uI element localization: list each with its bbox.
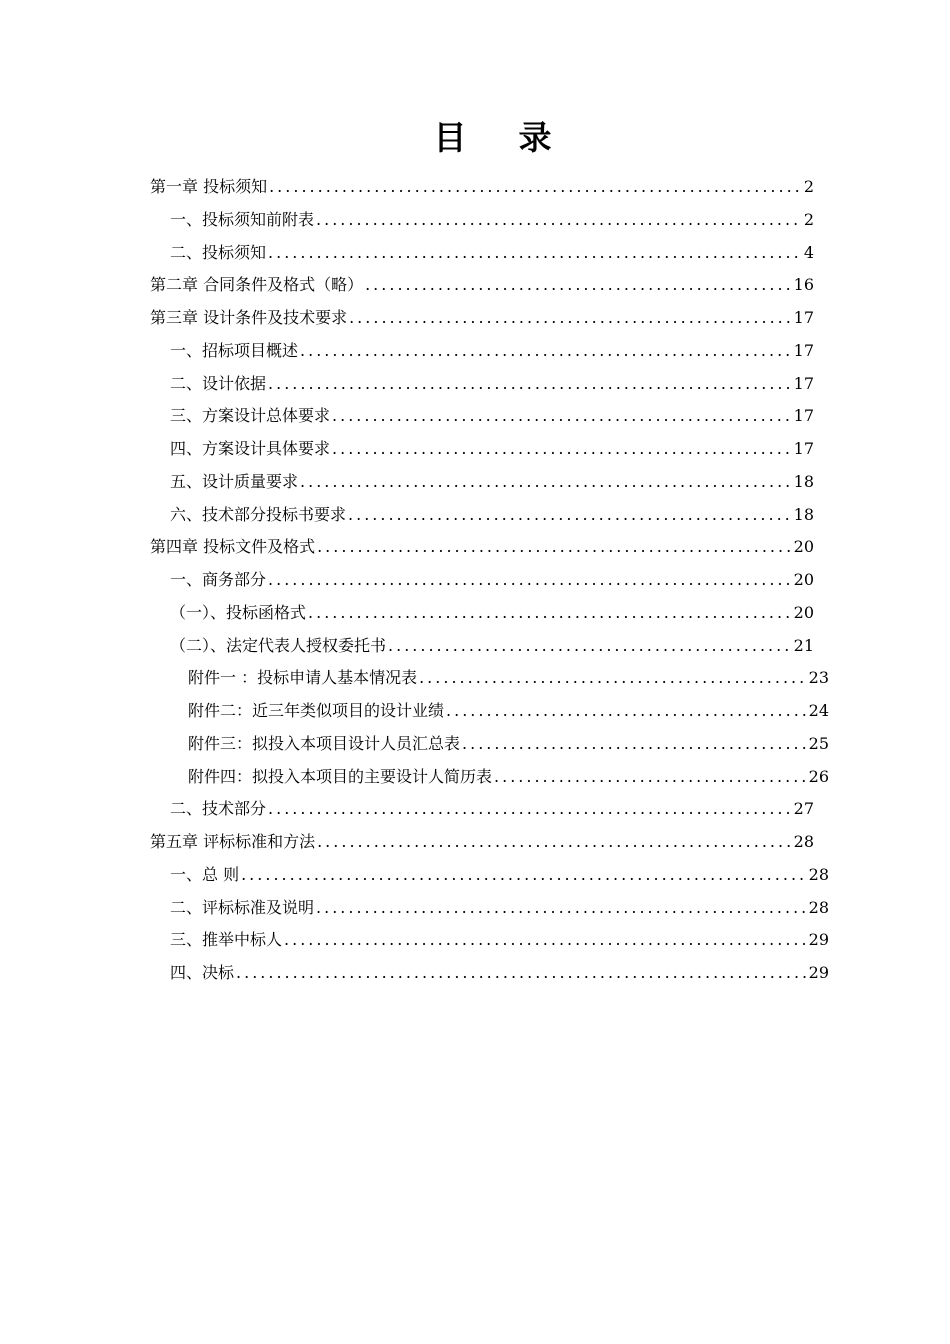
toc-entry-page-number: 29: [808, 963, 829, 982]
toc-dot-leader: [267, 170, 802, 203]
toc-dot-leader: [492, 760, 807, 793]
toc-dot-leader: [266, 367, 792, 400]
toc-title-right: 录: [518, 118, 552, 157]
toc-entry[interactable]: [170, 596, 814, 629]
toc-entry-label: 第四章 投标文件及格式: [150, 537, 316, 557]
toc-entry-label: 四、决标: [170, 963, 235, 982]
toc-entry-page-number: 4: [803, 242, 814, 262]
toc-entry-page-number: 2: [803, 177, 814, 196]
toc-dot-leader: [298, 334, 792, 367]
toc-entry-page-number: 29: [808, 930, 829, 950]
toc-dot-leader: [386, 629, 792, 662]
toc-entry-page-number: 17: [793, 340, 814, 360]
toc-entry[interactable]: [170, 367, 814, 400]
toc-entry-label: 一、招标项目概述: [170, 340, 299, 360]
toc-entry-label: 第一章 投标须知: [150, 177, 268, 196]
toc-dot-leader: [346, 498, 792, 531]
toc-entry-label: 二、评标标准及说明: [170, 897, 315, 917]
toc-entry-page-number: 17: [793, 308, 814, 327]
toc-entry[interactable]: [150, 170, 814, 203]
toc-entry-page-number: 28: [808, 864, 829, 884]
toc-entry-page-number: 28: [808, 897, 829, 917]
toc-entry-page-number: 21: [793, 635, 814, 655]
toc-entry[interactable]: [170, 891, 829, 924]
toc-entry[interactable]: [170, 399, 814, 432]
toc-entry[interactable]: [150, 301, 814, 334]
toc-entry-label: 三、推举中标人: [170, 930, 283, 950]
toc-entry[interactable]: [170, 203, 814, 236]
toc-dot-leader: [330, 399, 792, 432]
toc-dot-leader: [266, 236, 802, 269]
toc-dot-leader: [347, 301, 792, 334]
toc-entry-label: 附件一 ：投标申请人基本情况表: [188, 668, 418, 688]
toc-dot-leader: [314, 891, 807, 924]
toc-dot-leader: [266, 563, 792, 596]
toc-entry[interactable]: [188, 727, 829, 760]
toc-entry-label: 二、投标须知: [170, 242, 267, 262]
toc-entry-label: 六、技术部分投标书要求: [170, 504, 347, 524]
toc-entry-page-number: 23: [808, 668, 829, 688]
toc-entry-label: 三、方案设计总体要求: [170, 406, 331, 426]
toc-dot-leader: [239, 858, 807, 891]
toc-dot-leader: [282, 923, 807, 956]
toc-entry-label: 附件四：拟投入本项目的主要设计人简历表: [188, 766, 493, 786]
toc-entry[interactable]: [188, 760, 829, 793]
toc-entry[interactable]: [170, 563, 814, 596]
toc-title-left: 目: [433, 118, 467, 157]
toc-entry-page-number: 20: [793, 537, 814, 557]
toc-entry-page-number: 26: [808, 766, 829, 786]
toc-entry-label: 二、设计依据: [170, 373, 267, 393]
toc-entry-page-number: 16: [793, 275, 814, 295]
toc-dot-leader: [315, 825, 792, 858]
toc-entry-label: 一、总 则: [170, 864, 240, 884]
toc-entry-label: （二）、法定代表人授权委托书: [170, 635, 387, 655]
toc-entry-page-number: 18: [793, 471, 814, 491]
toc-dot-leader: [314, 203, 802, 236]
toc-dot-leader: [234, 956, 807, 989]
toc-entry-label: 二、技术部分: [170, 799, 267, 819]
toc-entry-label: 第五章 评标标准和方法: [150, 832, 316, 851]
toc-dot-leader: [330, 432, 792, 465]
toc-entry[interactable]: [170, 334, 814, 367]
toc-entry-page-number: 20: [793, 602, 814, 622]
toc-entry[interactable]: [150, 825, 814, 858]
toc-entry[interactable]: [150, 268, 814, 301]
toc-entry[interactable]: [170, 858, 829, 891]
toc-entry[interactable]: [170, 956, 829, 989]
toc-entry[interactable]: [170, 465, 814, 498]
toc-entry-page-number: 2: [803, 209, 814, 229]
toc-entry[interactable]: [170, 432, 814, 465]
toc-entry[interactable]: [150, 530, 814, 563]
toc-entry-page-number: 27: [793, 799, 814, 819]
toc-entry-label: 第三章 设计条件及技术要求: [150, 308, 348, 327]
toc-entry[interactable]: [170, 792, 814, 825]
toc-dot-leader: [266, 792, 792, 825]
toc-entry-page-number: 24: [808, 701, 829, 720]
toc-entry-label: 一、投标须知前附表: [170, 209, 315, 229]
toc-entry[interactable]: [170, 498, 814, 531]
toc-entry[interactable]: [170, 236, 814, 269]
toc-entry-label: 第二章 合同条件及格式（略）: [150, 275, 364, 295]
toc-dot-leader: [460, 727, 807, 760]
toc-entry-page-number: 17: [793, 373, 814, 393]
toc-entry[interactable]: [170, 923, 829, 956]
toc-dot-leader: [306, 596, 792, 629]
toc-title: [0, 112, 950, 164]
toc-entry-page-number: 18: [793, 504, 814, 524]
toc-entry[interactable]: [188, 661, 829, 694]
toc-entry-label: 五、设计质量要求: [170, 471, 299, 491]
toc-dot-leader: [363, 268, 792, 301]
toc-dot-leader: [444, 694, 807, 727]
toc-entry-page-number: 25: [808, 733, 829, 753]
toc-entry-page-number: 28: [793, 832, 814, 851]
toc-dot-leader: [417, 661, 807, 694]
toc-entry-page-number: 20: [793, 570, 814, 589]
toc-entry-label: 附件三：拟投入本项目设计人员汇总表: [188, 733, 461, 753]
toc-dot-leader: [315, 530, 792, 563]
toc-entry-page-number: 17: [793, 406, 814, 426]
toc-entry-page-number: 17: [793, 439, 814, 458]
toc-dot-leader: [298, 465, 792, 498]
toc-entry-label: 一、商务部分: [170, 570, 267, 589]
toc-entry-label: （一）、投标函格式: [170, 602, 307, 622]
toc-entry[interactable]: [188, 694, 829, 727]
toc-entry-label: 附件二：近三年类似项目的设计业绩: [188, 701, 445, 720]
toc-entry-label: 四、方案设计具体要求: [170, 439, 331, 458]
toc-entry[interactable]: [170, 629, 814, 662]
